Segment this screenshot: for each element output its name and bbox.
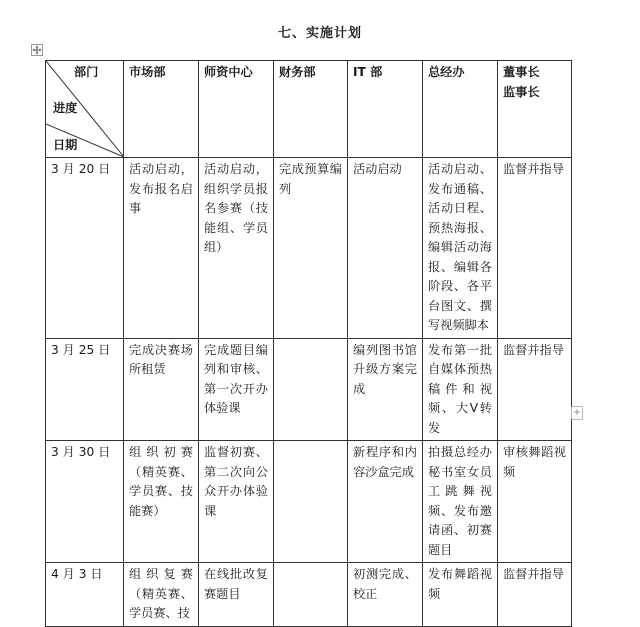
table-cell: 活动启动、发布通稿、活动日程、预热海报、编辑活动海报、编辑各阶段、各平台图文、撰写视频脚本 (423, 158, 498, 339)
table-cell: 完成题目编列和审核、第一次开办体验课 (199, 338, 274, 441)
table-cell (274, 441, 348, 563)
table-cell: 完成预算编列 (274, 158, 348, 339)
corner-progress-label: 进度 (53, 101, 78, 115)
column-header: 财务部 (274, 61, 348, 158)
table-cell: 组织初赛（精英赛、学员赛、技能赛） (124, 441, 199, 563)
table-cell: 活动启动，组织学员报名参赛（技能组、学员组） (199, 158, 274, 339)
table-row (46, 441, 572, 563)
diagonal-header-cell (46, 61, 124, 158)
date-cell: 3 月 20 日 (46, 158, 124, 339)
date-cell: 3 月 25 日 (46, 338, 124, 441)
table-cell (274, 338, 348, 441)
table-cell: 监督并指导 (498, 563, 572, 627)
table-cell: 发布舞蹈视频 (423, 563, 498, 627)
table-row (46, 338, 572, 441)
table-cell: 监督并指导 (498, 158, 572, 339)
add-row-plus-icon[interactable]: + (572, 407, 582, 418)
table-cell: 新程序和内容沙盒完成 (348, 441, 423, 563)
corner-date-label: 日期 (53, 138, 78, 152)
corner-dept-label: 部门 (74, 65, 99, 79)
table-move-handle-icon[interactable] (31, 44, 43, 56)
table-cell: 活动启动，发布报名启事 (124, 158, 199, 339)
table-cell: 监督并指导 (498, 338, 572, 441)
table-cell: 监督初赛、第二次向公众开办体验课 (199, 441, 274, 563)
table-header-row (46, 61, 572, 158)
page-title: 七、实施计划 (277, 26, 362, 41)
table-row (46, 158, 572, 339)
table-cell: 审核舞蹈视频 (498, 441, 572, 563)
date-cell: 3 月 30 日 (46, 441, 124, 563)
column-header: IT 部 (348, 61, 423, 158)
table-cell: 发布第一批自媒体预热稿件和视频、大V转发 (423, 338, 498, 441)
date-cell: 4 月 3 日 (46, 563, 124, 627)
table-row (46, 563, 572, 627)
column-header: 总经办 (423, 61, 498, 158)
column-header: 师资中心 (199, 61, 274, 158)
column-header: 董事长 监事长 (498, 61, 572, 158)
plan-table (45, 60, 572, 627)
table-cell: 在线批改复赛题目 (199, 563, 274, 627)
table-cell (274, 563, 348, 627)
table-cell: 初测完成、校正 (348, 563, 423, 627)
table-cell: 组织复赛（精英赛、学员赛、技 (124, 563, 199, 627)
table-cell: 活动启动 (348, 158, 423, 339)
table-cell: 编列图书馆升级方案完成 (348, 338, 423, 441)
table-cell: 拍摄总经办秘书室女员工跳舞视频、发布邀请函、初赛题目 (423, 441, 498, 563)
column-header: 市场部 (124, 61, 199, 158)
table-cell: 完成决赛场所租赁 (124, 338, 199, 441)
